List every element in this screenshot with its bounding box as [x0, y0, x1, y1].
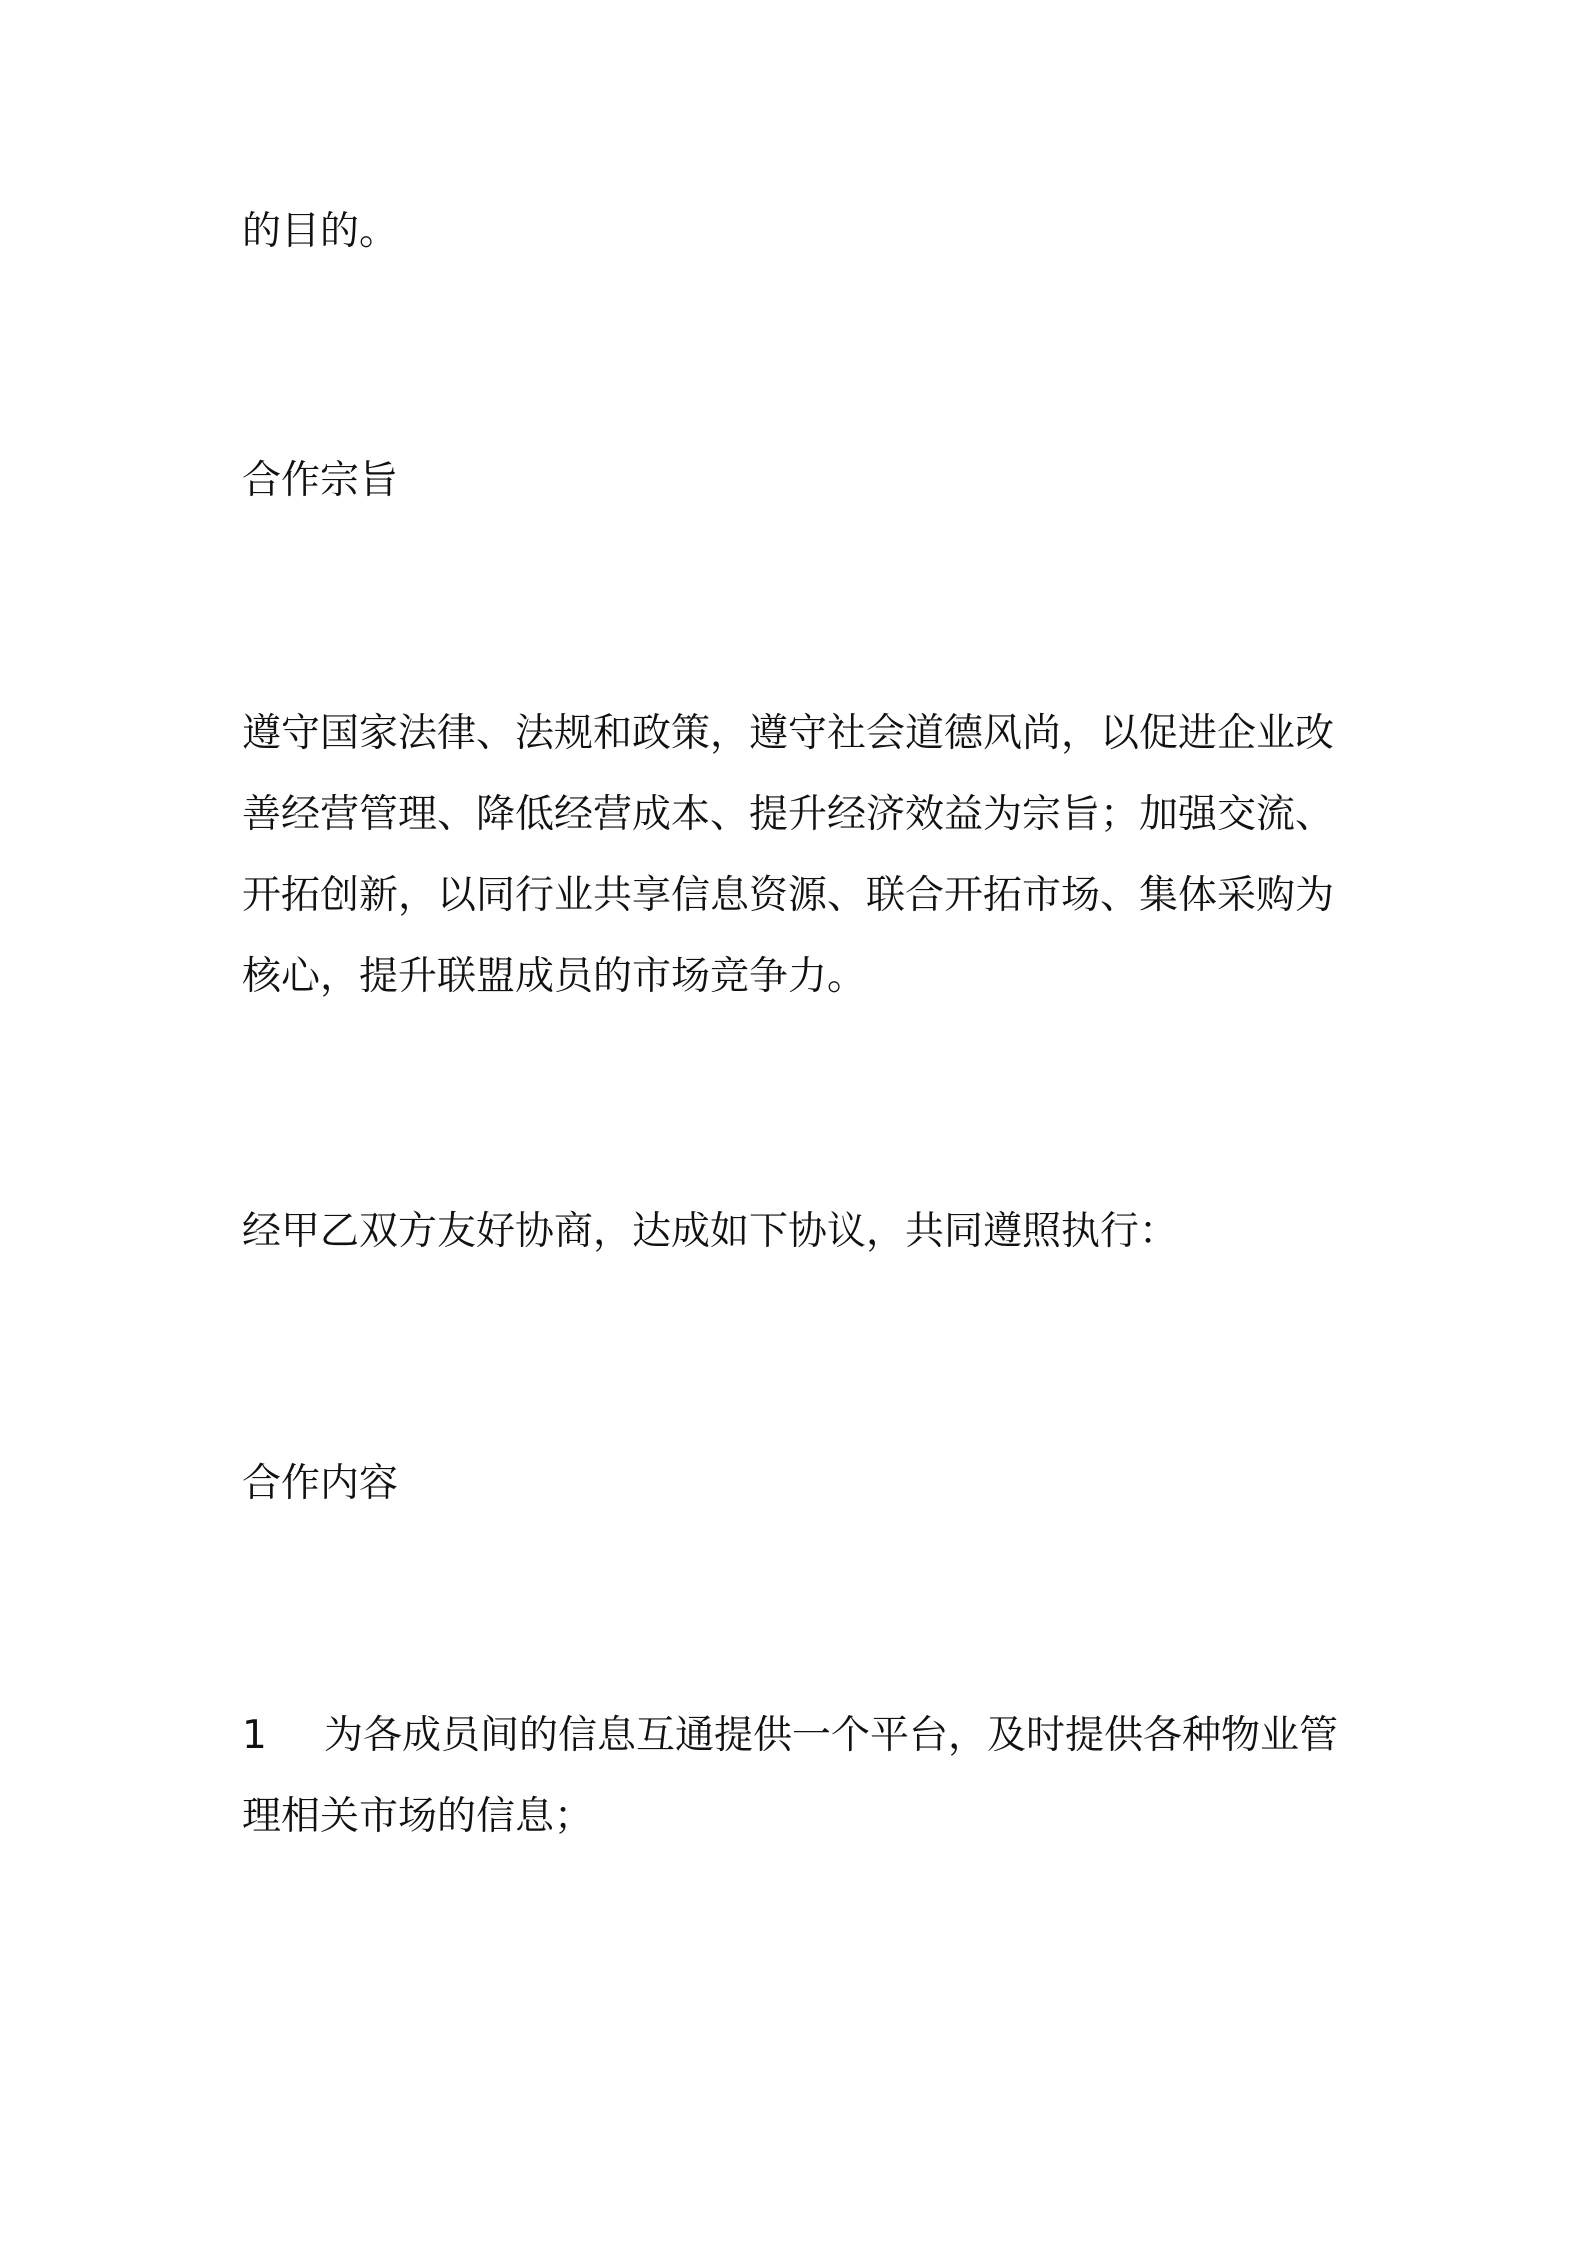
agreement-statement-paragraph [242, 1191, 1362, 1272]
heading-content-text: 合作内容 [242, 1461, 399, 1506]
purpose-line-1: 遵守国家法律、法规和政策，遵守社会道德风尚，以促进企业改 [242, 711, 1335, 756]
list-item-1-line-2: 理相关市场的信息； [242, 1794, 594, 1839]
heading-cooperation-purpose [242, 440, 1362, 521]
list-item-1-text-1: 为各成员间的信息互通提供一个平台，及时提供各种物业管 [324, 1713, 1339, 1758]
purpose-paragraph [242, 693, 1362, 1017]
intro-tail-paragraph [242, 191, 1362, 272]
purpose-line-3: 开拓创新，以同行业共享信息资源、联合开拓市场、集体采购为 [242, 873, 1335, 918]
purpose-line-4: 核心，提升联盟成员的市场竞争力。 [242, 954, 867, 999]
list-item-1-line-1 [242, 1695, 1362, 1776]
purpose-line-2: 善经营管理、降低经营成本、提升经济效益为宗旨；加强交流、 [242, 792, 1335, 837]
list-item-number: 1 [242, 1713, 267, 1758]
agreement-statement-text: 经甲乙双方友好协商，达成如下协议，共同遵照执行： [242, 1209, 1179, 1254]
intro-tail-text: 的目的。 [242, 209, 399, 254]
heading-purpose-text: 合作宗旨 [242, 458, 399, 503]
heading-cooperation-content [242, 1443, 1362, 1524]
list-item-1 [242, 1695, 1362, 1857]
